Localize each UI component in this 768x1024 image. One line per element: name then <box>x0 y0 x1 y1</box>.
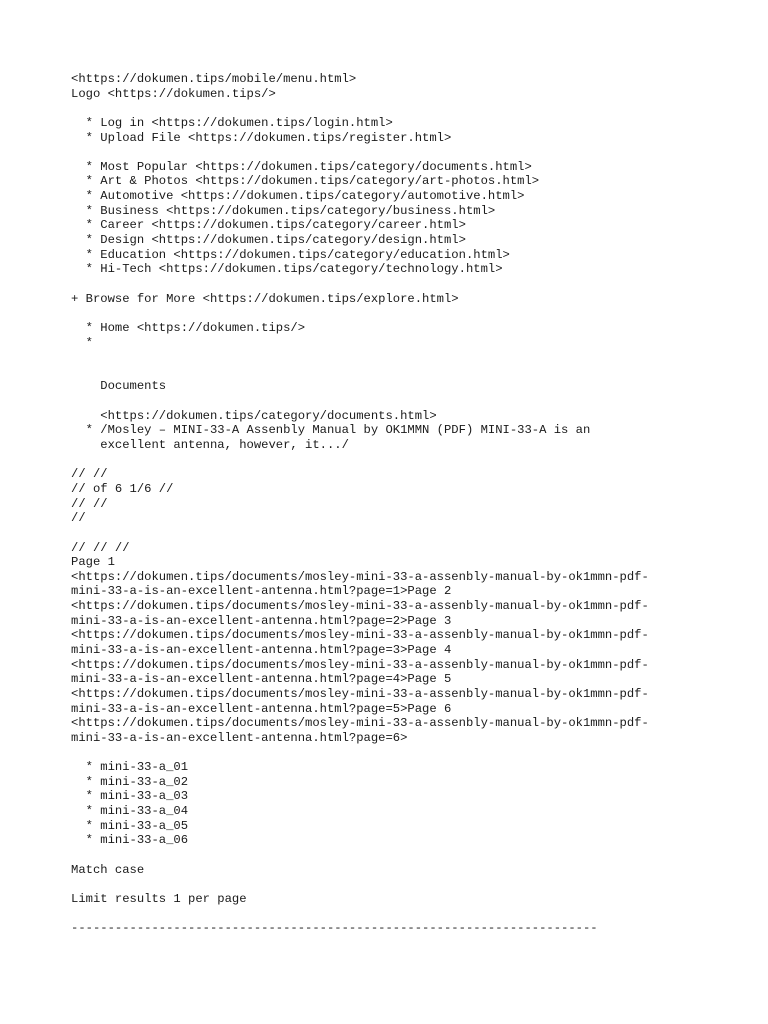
page-link-2[interactable]: mini-33-a-is-an-excellent-antenna.html?page=1>Page 2 <box>71 584 452 599</box>
viewer-control[interactable]: // <box>71 511 86 526</box>
blank-line <box>71 145 751 160</box>
blank-line <box>71 877 751 892</box>
viewer-toolbar[interactable]: // // // <box>71 540 130 555</box>
thumbnail-item[interactable]: * mini-33-a_03 <box>71 789 189 804</box>
horizontal-separator: ------------------------------------------------------------------------ <box>71 921 598 936</box>
viewer-control[interactable]: // // <box>71 496 108 511</box>
blank-line <box>71 365 751 380</box>
page-link-5[interactable]: mini-33-a-is-an-excellent-antenna.html?page=4>Page 5 <box>71 672 452 687</box>
page-link-url[interactable]: <https://dokumen.tips/documents/mosley-mini-33-a-assenbly-manual-by-ok1mmn-pdf- <box>71 657 649 672</box>
page-link-3[interactable]: mini-33-a-is-an-excellent-antenna.html?page=2>Page 3 <box>71 613 452 628</box>
category-link-education[interactable]: * Education <https://dokumen.tips/category/education.html> <box>71 247 510 262</box>
blank-line <box>71 350 751 365</box>
blank-line <box>71 453 751 468</box>
page-counter[interactable]: // of 6 1/6 // <box>71 481 174 496</box>
blank-line <box>71 526 751 541</box>
category-link-business[interactable]: * Business <https://dokumen.tips/category/business.html> <box>71 203 496 218</box>
document-title: * /Mosley – MINI-33-A Assenbly Manual by OK1MMN (PDF) MINI-33-A is an <box>71 423 591 438</box>
menu-link[interactable]: <https://dokumen.tips/mobile/menu.html> <box>71 72 357 86</box>
blank-line <box>71 101 751 116</box>
upload-file-link[interactable]: * Upload File <https://dokumen.tips/register.html> <box>71 130 452 145</box>
blank-line <box>71 907 751 922</box>
category-link-design[interactable]: * Design <https://dokumen.tips/category/design.html> <box>71 233 466 248</box>
page-link-url[interactable]: <https://dokumen.tips/documents/mosley-mini-33-a-assenbly-manual-by-ok1mmn-pdf- <box>71 716 649 731</box>
page-link-url[interactable]: <https://dokumen.tips/documents/mosley-mini-33-a-assenbly-manual-by-ok1mmn-pdf- <box>71 628 649 643</box>
thumbnail-item[interactable]: * mini-33-a_05 <box>71 818 189 833</box>
page-link-url[interactable]: <https://dokumen.tips/documents/mosley-mini-33-a-assenbly-manual-by-ok1mmn-pdf- <box>71 599 649 614</box>
breadcrumb-documents-link[interactable]: <https://dokumen.tips/category/documents.html> <box>71 408 437 423</box>
blank-line <box>71 394 751 409</box>
viewer-control[interactable]: // // <box>71 467 108 482</box>
page-link-url[interactable]: <https://dokumen.tips/documents/mosley-mini-33-a-assenbly-manual-by-ok1mmn-pdf- <box>71 569 649 584</box>
login-link[interactable]: * Log in <https://dokumen.tips/login.html> <box>71 115 393 130</box>
page-link-end[interactable]: mini-33-a-is-an-excellent-antenna.html?page=6> <box>71 730 408 745</box>
blank-line <box>71 745 751 760</box>
breadcrumb-documents-label[interactable]: Documents <box>71 379 167 394</box>
blank-line <box>71 848 751 863</box>
logo-link[interactable]: Logo <https://dokumen.tips/> <box>71 86 276 101</box>
category-link-career[interactable]: * Career <https://dokumen.tips/category/career.html> <box>71 218 466 233</box>
browse-more-link[interactable]: + Browse for More <https://dokumen.tips/explore.html> <box>71 291 459 306</box>
page-link-6[interactable]: mini-33-a-is-an-excellent-antenna.html?page=5>Page 6 <box>71 701 452 716</box>
blank-line <box>71 277 751 292</box>
thumbnail-item[interactable]: * mini-33-a_01 <box>71 760 189 775</box>
match-case-option[interactable]: Match case <box>71 862 145 877</box>
page-link-url[interactable]: <https://dokumen.tips/documents/mosley-mini-33-a-assenbly-manual-by-ok1mmn-pdf- <box>71 686 649 701</box>
blank-line <box>71 306 751 321</box>
text-document <box>71 72 751 936</box>
thumbnail-item[interactable]: * mini-33-a_06 <box>71 833 189 848</box>
thumbnail-item[interactable]: * mini-33-a_02 <box>71 774 189 789</box>
category-link-hi-tech[interactable]: * Hi-Tech <https://dokumen.tips/category/technology.html> <box>71 262 503 277</box>
category-link-automotive[interactable]: * Automotive <https://dokumen.tips/category/automotive.html> <box>71 189 525 204</box>
breadcrumb-empty-bullet: * <box>71 335 93 350</box>
category-link-most-popular[interactable]: * Most Popular <https://dokumen.tips/category/documents.html> <box>71 159 532 174</box>
page-link-4[interactable]: mini-33-a-is-an-excellent-antenna.html?page=3>Page 4 <box>71 642 452 657</box>
category-link-art-photos[interactable]: * Art & Photos <https://dokumen.tips/category/art-photos.html> <box>71 174 540 189</box>
page-link-1[interactable]: Page 1 <box>71 555 115 570</box>
thumbnail-item[interactable]: * mini-33-a_04 <box>71 804 189 819</box>
document-title-continued: excellent antenna, however, it.../ <box>71 438 349 453</box>
breadcrumb-home-link[interactable]: * Home <https://dokumen.tips/> <box>71 320 306 335</box>
limit-results-option[interactable]: Limit results 1 per page <box>71 891 247 906</box>
